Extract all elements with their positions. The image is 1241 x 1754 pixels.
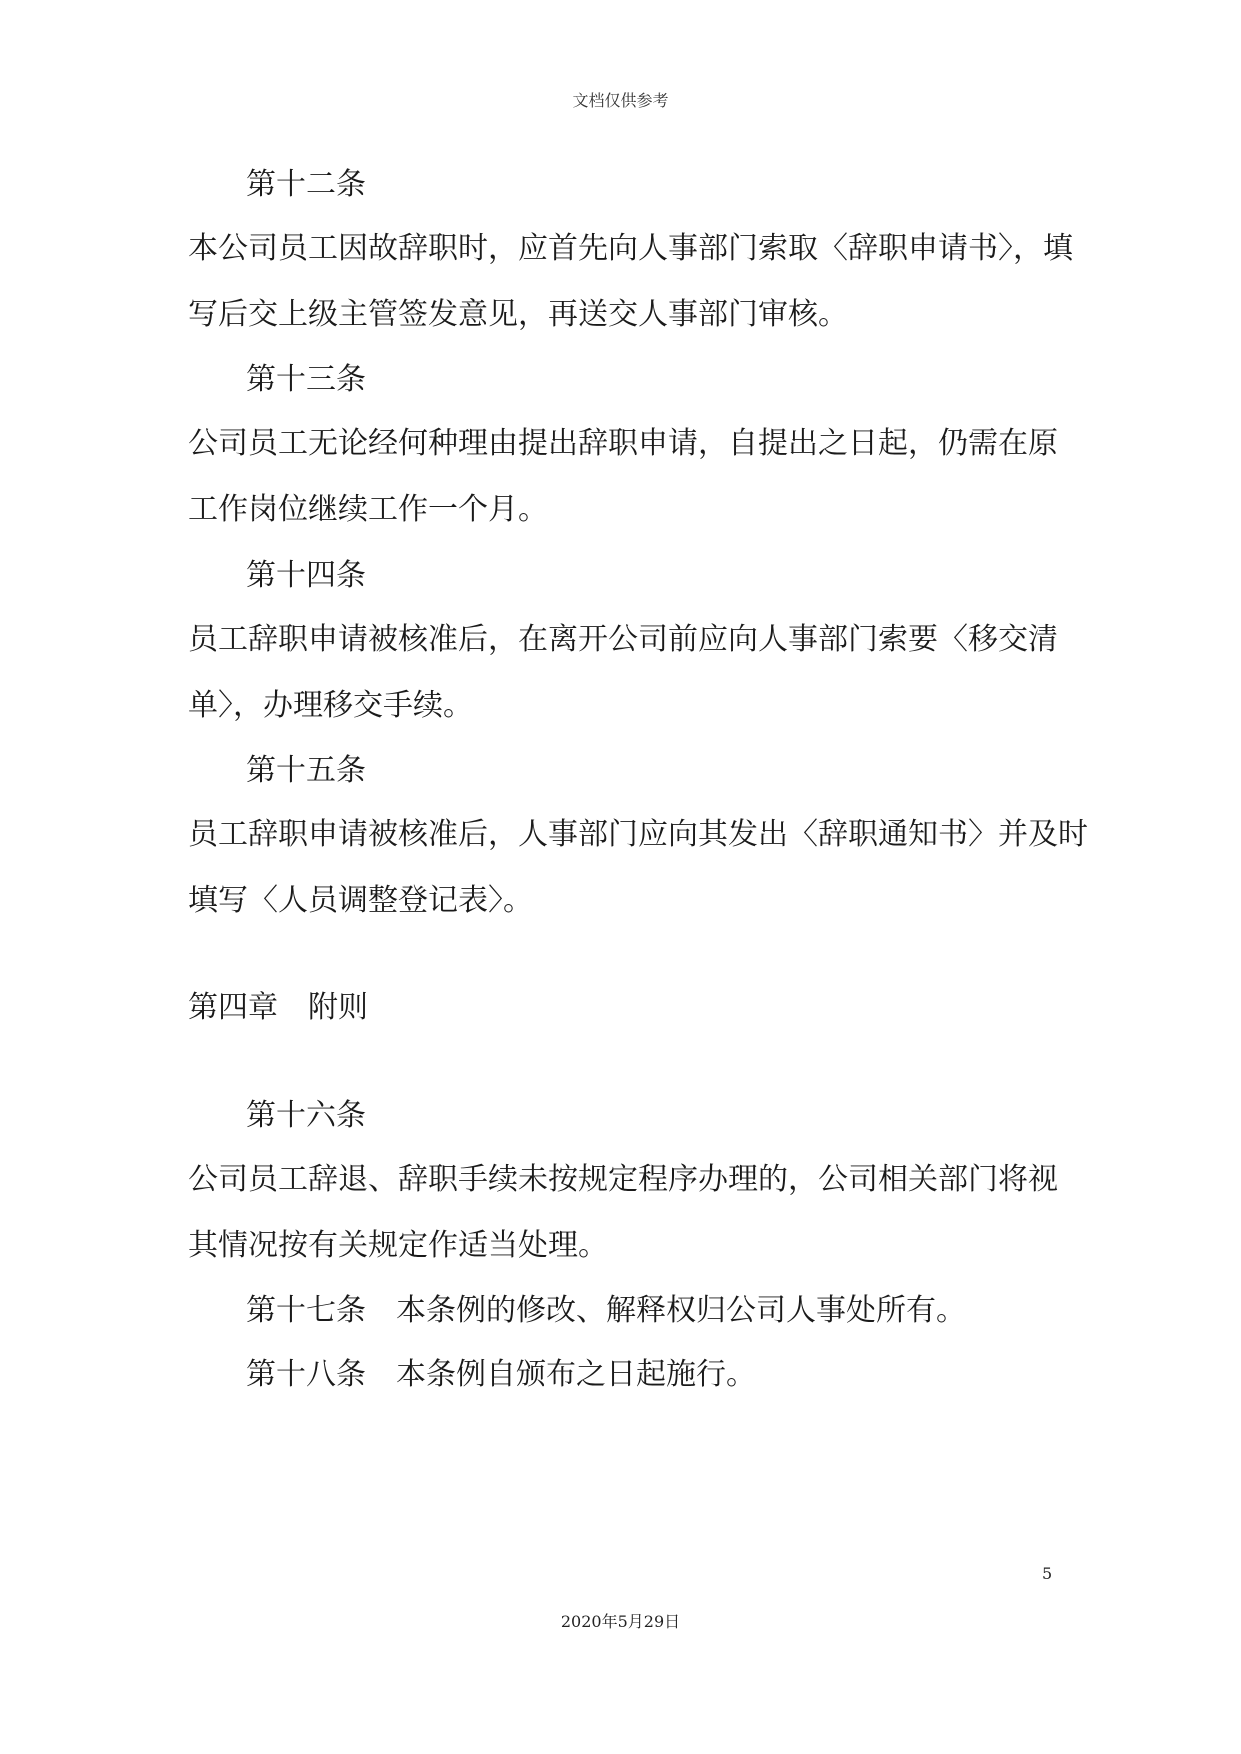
article-13-heading: 第十三条 (246, 362, 366, 397)
article-13-text-line-1: 公司员工无论经何种理由提出辞职申请，自提出之日起，仍需在原 (188, 426, 1058, 461)
article-16-text-line-1: 公司员工辞退、辞职手续未按规定程序办理的，公司相关部门将视 (188, 1162, 1058, 1197)
page-number: 5 (1042, 1564, 1053, 1583)
article-14-text-line-1: 员工辞职申请被核准后，在离开公司前应向人事部门索要〈移交清 (188, 622, 1058, 657)
article-15-text-line-2: 填写〈人员调整登记表〉。 (188, 883, 533, 918)
article-14-text-line-2: 单〉，办理移交手续。 (188, 688, 473, 723)
article-13-text-line-2: 工作岗位继续工作一个月。 (188, 492, 548, 527)
article-15-text-line-1: 员工辞职申请被核准后，人事部门应向其发出〈辞职通知书〉并及时 (188, 817, 1088, 852)
article-16-text-line-2: 其情况按有关规定作适当处理。 (188, 1228, 608, 1263)
article-12-text-line-2: 写后交上级主管签发意见，再送交人事部门审核。 (188, 297, 848, 332)
article-18: 第十八条 本条例自颁布之日起施行。 (246, 1357, 756, 1392)
article-12-text-line-1: 本公司员工因故辞职时，应首先向人事部门索取〈辞职申请书〉，填 (188, 231, 1073, 266)
article-12-heading: 第十二条 (246, 167, 366, 202)
page-header: 文档仅供参考 (572, 91, 669, 110)
article-14-heading: 第十四条 (246, 558, 366, 593)
footer-date: 2020年5月29日 (560, 1612, 681, 1631)
article-15-heading: 第十五条 (246, 753, 366, 788)
chapter-4-heading: 第四章 附则 (188, 990, 368, 1025)
article-17: 第十七条 本条例的修改、解释权归公司人事处所有。 (246, 1293, 966, 1328)
article-16-heading: 第十六条 (246, 1098, 366, 1133)
